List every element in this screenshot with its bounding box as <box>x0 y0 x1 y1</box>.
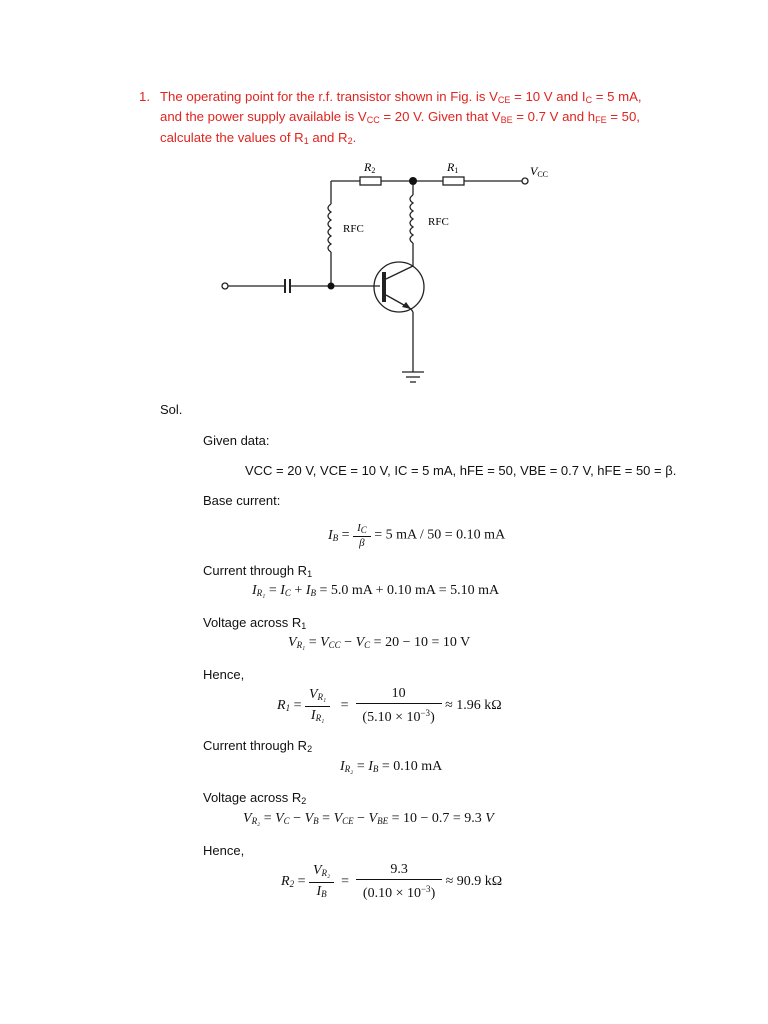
sol-label: Sol. <box>160 402 183 417</box>
eq-voltage-r2: $V_{R_2} = V_C - V_B = V_{CE} - V_{BE} = 10 - 0.7 = 9.3$ V <box>243 811 494 826</box>
eq-voltage-r1: $V_{R_1} = V_{CC} - V_C = 20 - 10 = 10$ V <box>288 635 471 650</box>
eq-current-r1: $I_{R_1} = I_C + I_B = 5.0$ mA + 0.10 mA = 5.10 mA <box>252 583 500 598</box>
transistor-collector <box>386 266 413 279</box>
hence-label-1: Hence, <box>203 667 245 682</box>
resistor-r1 <box>443 177 464 185</box>
problem-line-2: and the power supply available is $V_{CC} = 20$ V. Given that $V_{BE} = 0.7$ V and $h_{FE} = 50$, <box>160 109 640 125</box>
eq-r1: $R_1$ = $\frac{V_{R_1}}{I_{R_1}}$ = $\frac{10}{(5.10 \times 10^{-3})}$ ≈ 1.96 kΩ <box>277 686 502 725</box>
emitter-arrow-icon <box>402 302 411 309</box>
inductor-rfc-right <box>410 195 413 243</box>
label-r1: R1 <box>447 160 459 175</box>
label-r2: R2 <box>364 160 376 175</box>
base-current-label: Base current: <box>203 493 281 508</box>
label-rfc-right: RFC <box>428 216 449 228</box>
current-r2-label: Current through $R_2$ <box>203 738 313 754</box>
hence-label-2: Hence, <box>203 843 245 858</box>
inductor-rfc-left <box>328 204 331 252</box>
voltage-r1-label: Voltage across $R_1$ <box>203 615 307 631</box>
eq-current-r2: $I_{R_2} = I_B = 0.10$ mA <box>340 759 443 774</box>
junction-dot-top <box>409 177 417 185</box>
junction-dot-base <box>328 283 335 290</box>
current-r1-label: Current through $R_1$ <box>203 563 313 579</box>
given-data-line: VCC = 20 V, VCE = 10 V, IC = 5 mA, hFE = 50, VBE = 0.7 V, hFE = 50 = β. <box>245 463 677 478</box>
input-terminal <box>222 283 228 289</box>
wire-emitter-stub <box>411 309 413 312</box>
given-data-label: Given data: <box>203 433 270 448</box>
eq-base-current: $I_B$ = $\frac{I_C}{\beta}$ = 5 mA / 50 = 0.10 mA <box>328 522 506 549</box>
problem-line-3: calculate the values of $R_1$ and $R_2$. <box>160 130 357 146</box>
problem-number: 1. <box>139 89 150 104</box>
resistor-r2 <box>360 177 381 185</box>
label-rfc-left: RFC <box>343 223 364 235</box>
vcc-terminal <box>522 178 528 184</box>
label-vcc: VCC <box>530 164 549 179</box>
circuit-diagram <box>0 0 768 400</box>
problem-line-1: The operating point for the r.f. transistor shown in Fig. is $V_{CE} = 10$ V and $I_C = 5$ mA, <box>160 89 642 105</box>
transistor-body <box>374 262 424 312</box>
voltage-r2-label: Voltage across $R_2$ <box>203 790 307 806</box>
eq-r2: $R_2$ = $\frac{V_{R_2}}{I_B}$ = $\frac{9.3}{(0.10 \times 10^{-3})}$ ≈ 90.9 kΩ <box>281 862 503 901</box>
